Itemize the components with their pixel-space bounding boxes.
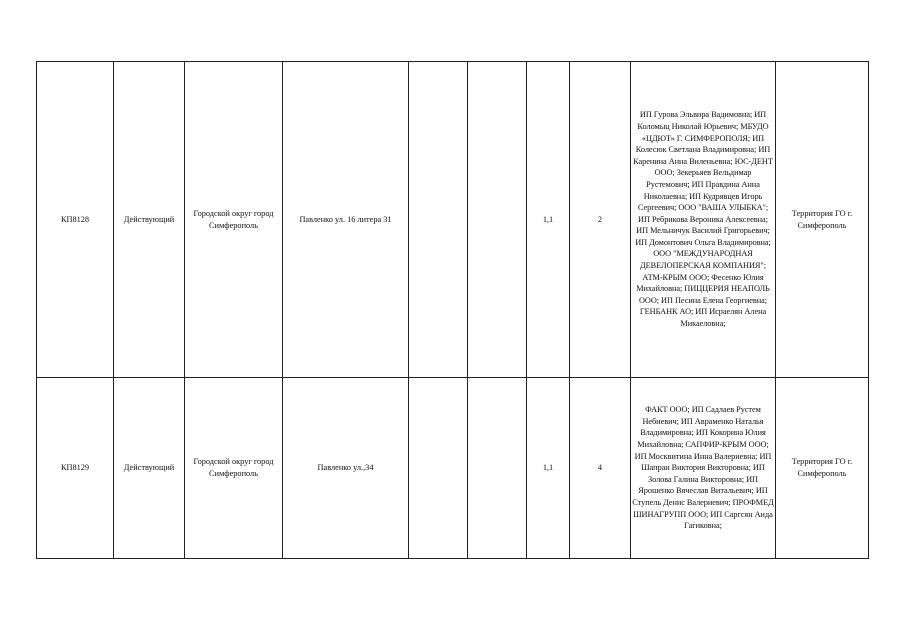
empty-cell (409, 378, 468, 559)
area-cell: 1,1 (527, 378, 570, 559)
site-code-cell: КП8128 (37, 62, 114, 378)
status-cell: Действующий (114, 378, 185, 559)
owners-cell: ИП Гурова Эльвира Вадимовна; ИП Коломыц Николай Юрьевич; МБУДО «ЦДЮТ» Г. СИМФЕРОПОЛЯ; ИП Колесюк Светлана Владимировна; ИП Каренина Анна Виленьевна; ЮС-ДЕНТ ООО; Зекерьяев Вельдимар Рустемович; ИП Правдина Анна Николаевна; ИП Кудрявцев Игорь Сергеевич; ООО "ВАША УЛЫБКА"; ИП Ребрикова Вероника Алексеевна; ИП Мельничук Василий Григорьевич; ИП Домонтович Ольга Владимировна; ООО "МЕЖДУНАРОДНАЯ ДЕВЕЛОПЕРСКАЯ КОМПАНИЯ"; АТМ-КРЫМ ООО; Фесенко Юлия Михайловна; ПИЦЦЕРИЯ НЕАПОЛЬ ООО; ИП Песина Елена Георгиевна; ГЕНБАНК АО; ИП Исраелян Алена Микаеловна; (631, 62, 776, 378)
empty-cell (468, 62, 527, 378)
count-cell: 2 (570, 62, 631, 378)
owners-cell: ФАКТ ООО; ИП Садлаев Рустем Небиевич; ИП Авраменко Наталья Владимировна; ИП Кокорина Юлия Михайловна; САПФИР-КРЫМ ООО; ИП Москвитина Инна Валериевна; ИП Шапран Виктория Викторовна; ИП Золова Галина Викторовна; ИП Ярошенко Вячеслав Витальевич; ИП Ступель Денис Валериевич; ПРОФМЕД ШИНАГРУПП ООО; ИП Саргсян Аида Гагиковна; (631, 378, 776, 559)
address-cell: Павленко ул. 16 литера 31 (283, 62, 409, 378)
empty-cell (468, 378, 527, 559)
empty-cell (409, 62, 468, 378)
site-code-cell: КП8129 (37, 378, 114, 559)
area-cell: 1,1 (527, 62, 570, 378)
count-cell: 4 (570, 378, 631, 559)
municipality-cell: Городской округ город Симферополь (185, 378, 283, 559)
address-cell: Павленко ул.,34 (283, 378, 409, 559)
territory-cell: Территория ГО г. Симферополь (776, 62, 869, 378)
status-cell: Действующий (114, 62, 185, 378)
territory-cell: Территория ГО г. Симферополь (776, 378, 869, 559)
table-row (37, 62, 869, 378)
table-row (37, 378, 869, 559)
registry-table (36, 61, 869, 559)
municipality-cell: Городской округ город Симферополь (185, 62, 283, 378)
